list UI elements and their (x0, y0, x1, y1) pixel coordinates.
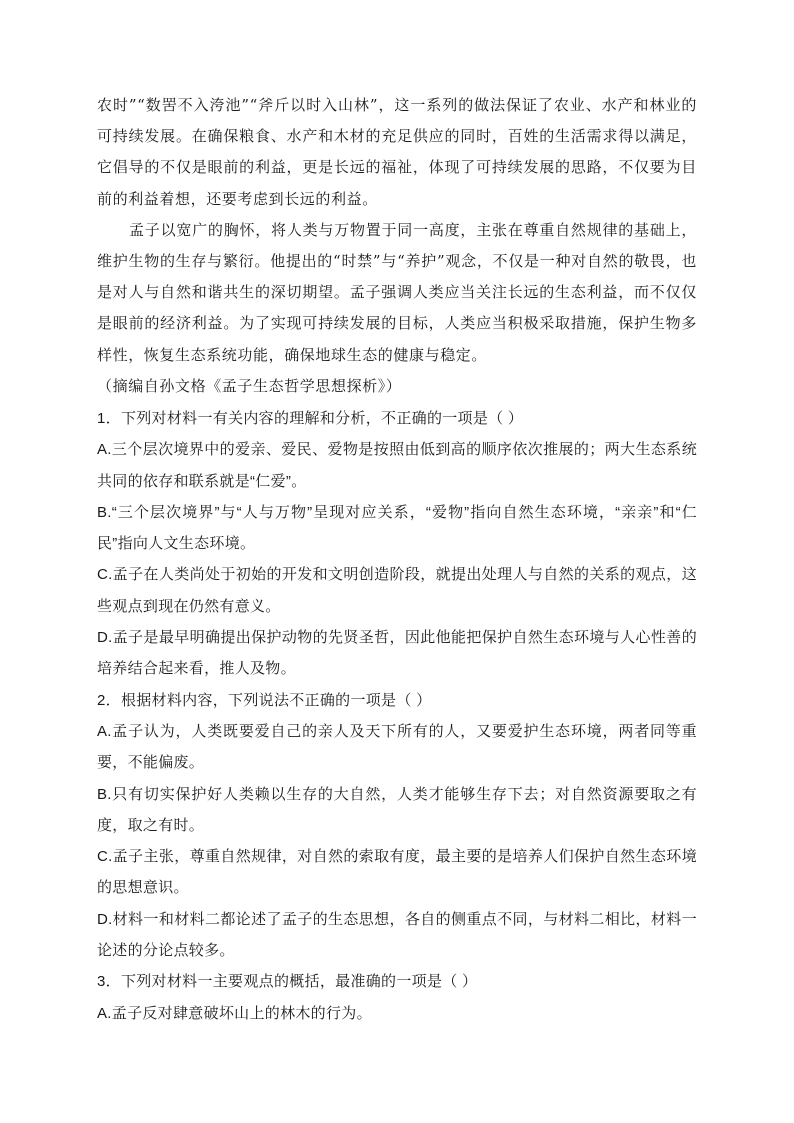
question-stem: 1．下列对材料一有关内容的理解和分析，不正确的一项是（ ） (97, 410, 524, 427)
question-option: B.只有切实保护好人类赖以生存的大自然，人类才能够生存下去；对自然资源要取之有度，取之有时。 (97, 785, 697, 834)
question-option: C.孟子主张，尊重自然规律，对自然的索取有度，最主要的是培养人们保护自然生态环境的思想意识。 (97, 848, 697, 897)
question-option: A.孟子认为，人类既要爱自己的亲人及天下所有的人，又要爱护生态环境，两者同等重要，不能偏废。 (97, 722, 697, 772)
passage-paragraph-2: 孟子以宽广的胸怀，将人类与万物置于同一高度，主张在尊重自然规律的基础上，维护生物的生存与繁衍。他提出的“时禁”与“养护”观念，不仅是一种对自然的敬畏，也是对人与自然和谐共生的深切期望。孟子强调人类应当关注长远的生态利益，而不仅仅是眼前的经济利益。为了实现可持续发展的目标，人类应当积极采取措施，保护生物多样性，恢复生态系统功能，确保地球生态的健康与稳定。 (97, 220, 697, 364)
question-list (97, 403, 697, 1029)
question-1 (97, 403, 697, 685)
question-option: A.孟子反对肆意破坏山上的林木的行为。 (97, 1004, 372, 1022)
question-option: D.材料一和材料二都论述了孟子的生态思想，各自的侧重点不同，与材料二相比，材料一论述的分论点较多。 (97, 910, 697, 960)
question-stem: 2．根据材料内容，下列说法不正确的一项是（ ） (97, 691, 432, 709)
passage-source: （摘编自孙文格《孟子生态哲学思想探析》） (97, 376, 402, 395)
question-2 (97, 685, 697, 967)
question-3 (97, 966, 697, 1029)
question-option: C.孟子在人类尚处于初始的开发和文明创造阶段，就提出处理人与自然的关系的观点，这些观点到现在仍然有意义。 (97, 566, 697, 615)
question-stem: 3．下列对材料一主要观点的概括，最准确的一项是（ ） (97, 973, 478, 991)
question-option: B.“三个层次境界”与“人与万物”呈现对应关系，“爱物”指向自然生态环境，“亲亲”和“仁民”指向人文生态环境。 (97, 503, 697, 553)
question-option: A.三个层次境界中的爱亲、爱民、爱物是按照由低到高的顺序依次推展的；两大生态系统共同的依存和联系就是“仁爱”。 (97, 441, 697, 490)
passage-paragraph-1: 农时”“数罟不入洿池”“斧斤以时入山林”，这一系列的做法保证了农业、水产和林业的可持续发展。在确保粮食、水产和木材的充足供应的同时，百姓的生活需求得以满足，它倡导的不仅是眼前的利益，更是长远的福祉，体现了可持续发展的思路，不仅要为目前的利益着想，还要考虑到长远的利益。 (97, 96, 697, 208)
question-option: D.孟子是最早明确提出保护动物的先贤圣哲，因此他能把保护自然生态环境与人心性善的培养结合起来看，推人及物。 (97, 629, 697, 678)
reading-passage (97, 90, 697, 402)
